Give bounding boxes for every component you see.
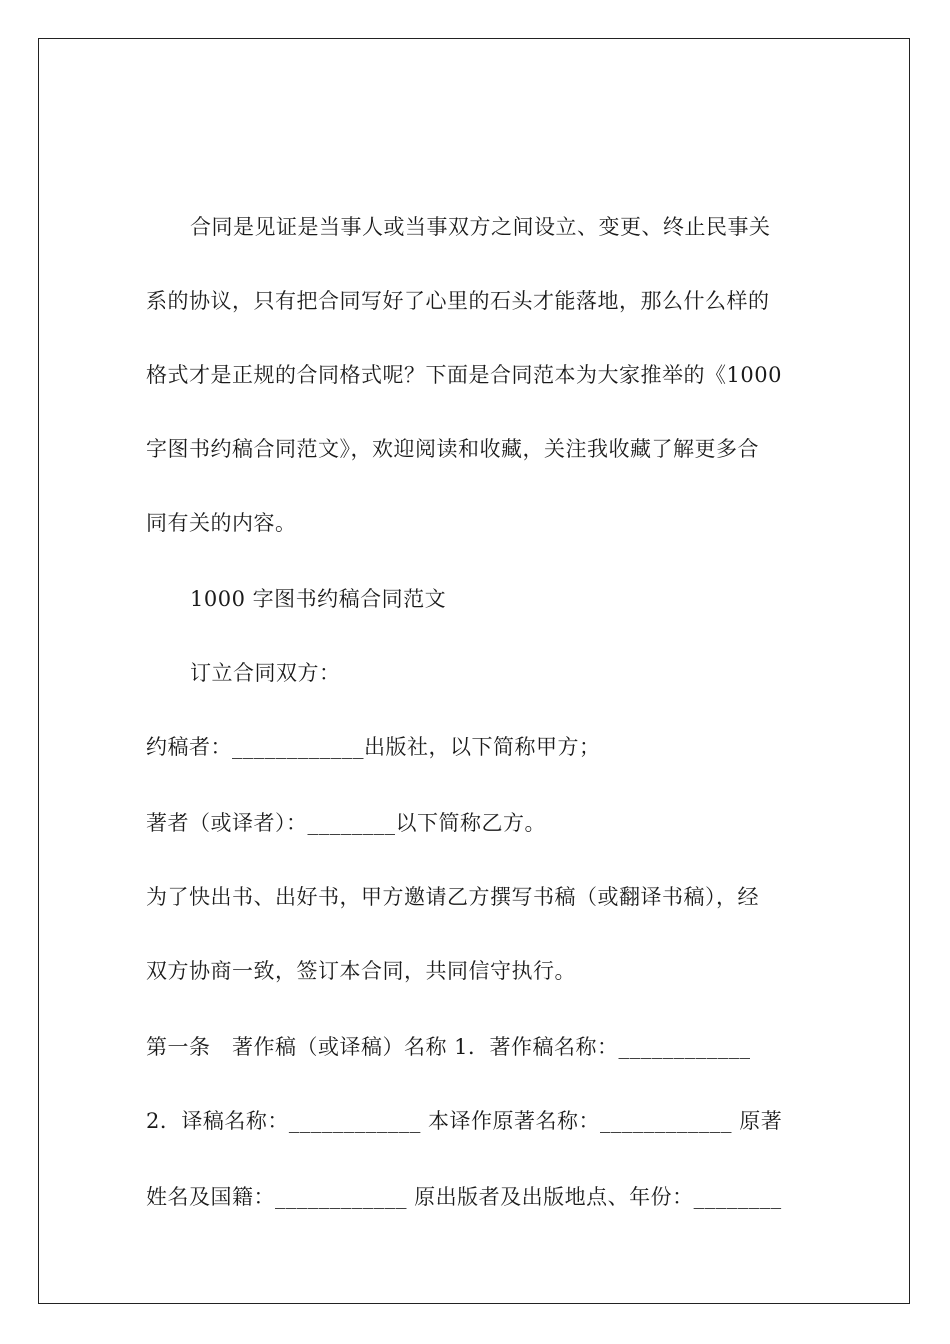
intro-paragraph-line-1: 合同是见证是当事人或当事双方之间设立、变更、终止民事关 xyxy=(190,215,771,239)
intro-paragraph-line-2: 系的协议，只有把合同写好了心里的石头才能落地，那么什么样的 xyxy=(146,289,770,313)
intro-paragraph-line-4: 字图书约稿合同范文》，欢迎阅读和收藏，关注我收藏了解更多合 xyxy=(146,437,759,461)
intro-paragraph-line-3: 格式才是正规的合同格式呢？下面是合同范本为大家推举的《1000 xyxy=(146,363,782,387)
party-b-line: 著者（或译者）：________以下简称乙方。 xyxy=(146,811,546,835)
article-1-line-2: 2．译稿名称：____________ 本译作原著名称：____________ 原著 xyxy=(146,1109,783,1133)
document-title: 1000 字图书约稿合同范文 xyxy=(190,587,447,611)
article-1-line-3: 姓名及国籍：____________ 原出版者及出版地点、年份：________ xyxy=(146,1185,782,1209)
party-a-line: 约稿者：____________出版社，以下简称甲方； xyxy=(146,735,601,759)
parties-heading: 订立合同双方： xyxy=(190,661,341,685)
intro-paragraph-line-5: 同有关的内容。 xyxy=(146,511,297,535)
preamble-line-2: 双方协商一致，签订本合同，共同信守执行。 xyxy=(146,959,576,983)
preamble-line-1: 为了快出书、出好书，甲方邀请乙方撰写书稿（或翻译书稿），经 xyxy=(146,885,759,909)
article-1-line-1: 第一条 著作稿（或译稿）名称 1．著作稿名称：____________ xyxy=(146,1035,751,1059)
